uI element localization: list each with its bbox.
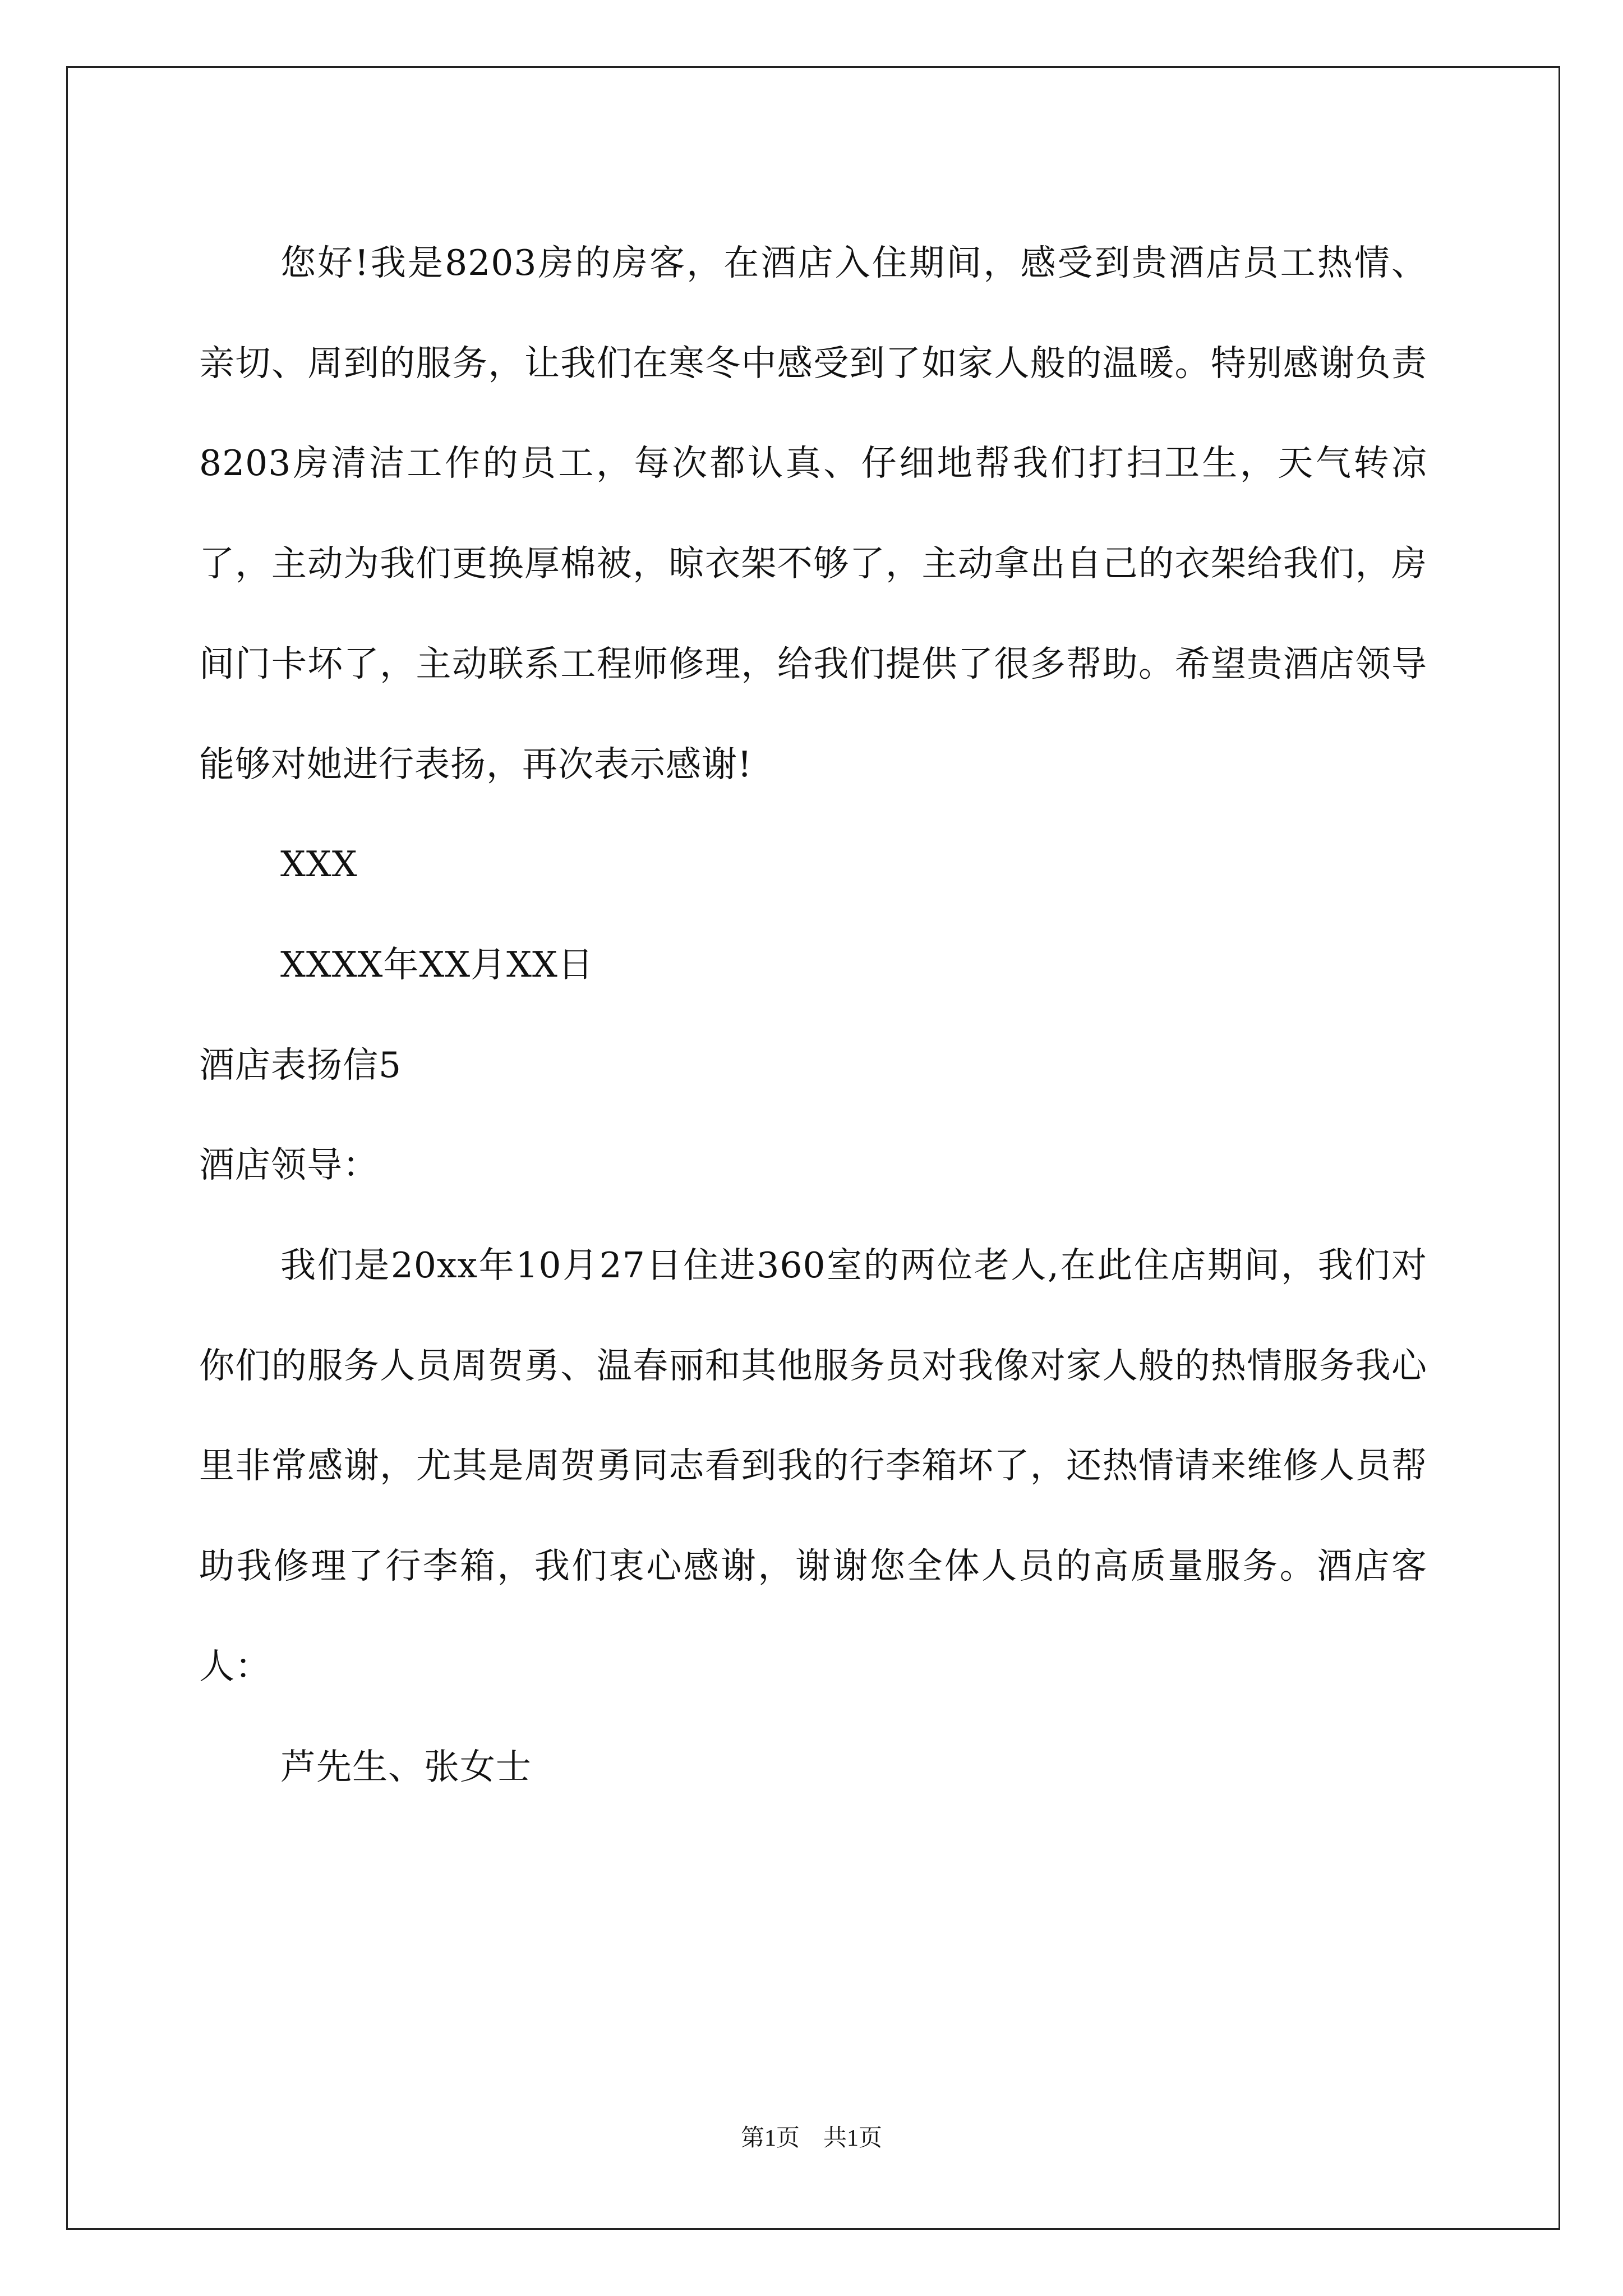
paragraph-letter-body: 我们是20xx年10月27日住进360室的两位老人,在此住店期间，我们对你们的服务人员周贺勇、温春丽和其他服务员对我像对家人般的热情服务我心里非常感谢，尤其是周贺勇同志看到我的行李箱坏了，还热情请来维修人员帮助我修理了行李箱，我们衷心感谢，谢谢您全体人员的高质量服务。酒店客人：: [199, 1245, 1427, 1687]
page-total: 共1页: [823, 2125, 883, 2151]
page-number: 第1页: [740, 2125, 800, 2151]
paragraph-signature-guests: 芦先生、张女士: [280, 1746, 532, 1787]
section-title: 酒店表扬信5: [199, 1044, 402, 1085]
salutation: 酒店领导：: [199, 1144, 379, 1186]
paragraph-greeting: 您好!我是8203房的房客，在酒店入住期间，感受到贵酒店员工热情、亲切、周到的服务，让我们在寒冬中感受到了如家人般的温暖。特别感谢负责8203房清洁工作的员工，每次都认真、仔细地帮我们打扫卫生，天气转凉了，主动为我们更换厚棉被，晾衣架不够了，主动拿出自己的衣架给我们，房间门卡坏了，主动联系工程师修理，给我们提供了很多帮助。希望贵酒店领导能够对她进行表扬，再次表示感谢!: [199, 242, 1427, 785]
page-footer: [0, 2122, 1623, 2155]
paragraph-signature-date: XXXX年XX月XX日: [280, 944, 594, 985]
paragraph-signature-name: XXX: [280, 844, 358, 885]
document-body: [199, 213, 1427, 1817]
